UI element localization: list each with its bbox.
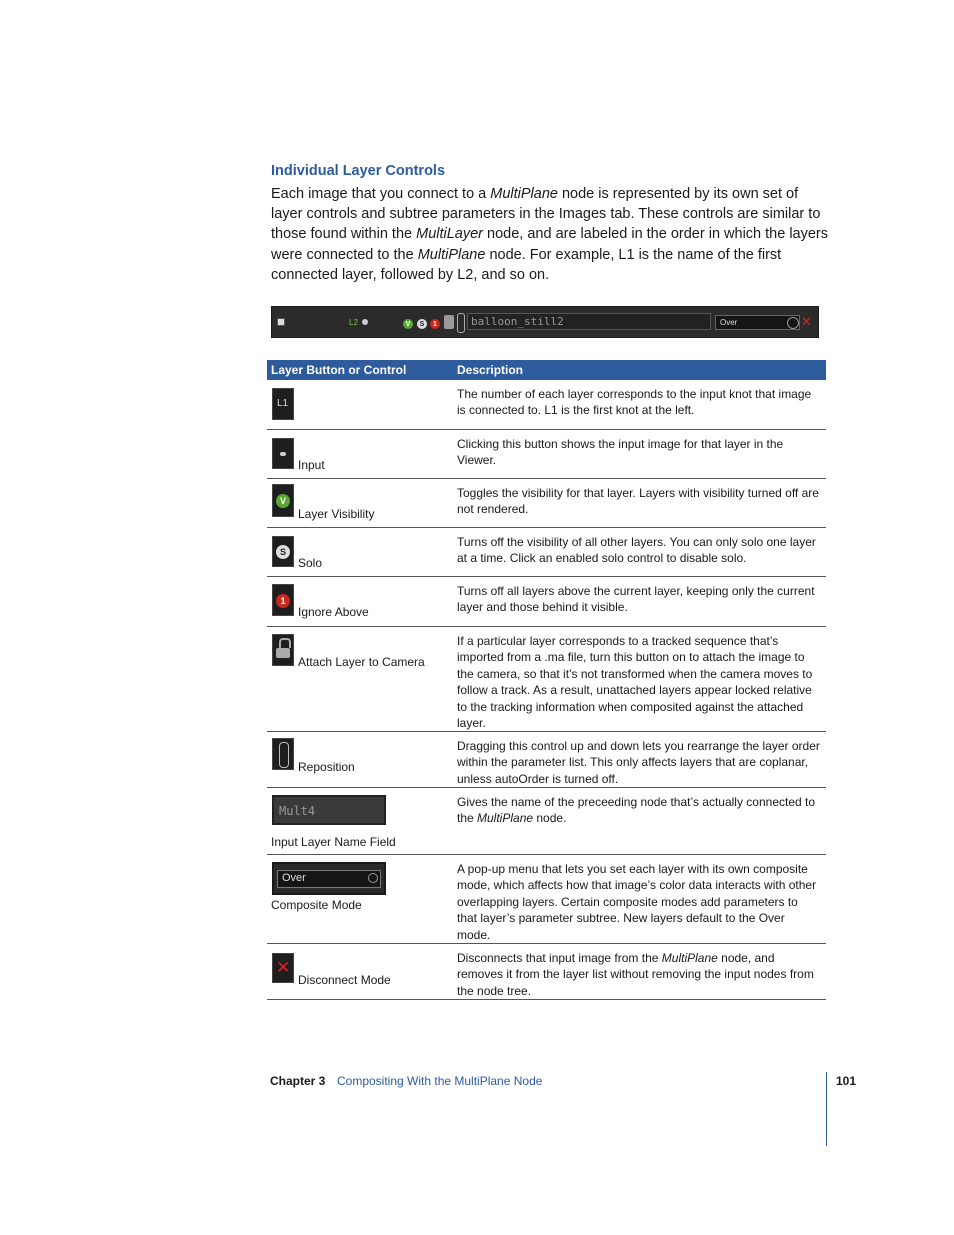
row-description: Turns off all layers above the current layer, keeping only the current layer and those behind it visible. <box>457 584 815 615</box>
table-row <box>267 577 826 627</box>
table-row <box>267 732 826 788</box>
reposition-icon <box>272 738 294 770</box>
table-row <box>267 855 826 944</box>
layer-label: L2 <box>349 318 358 327</box>
row-description: Clicking this button shows the input image for that layer in the Viewer. <box>457 437 784 468</box>
intro-emphasis: MultiPlane <box>490 186 558 202</box>
row-label: Input Layer Name Field <box>271 835 396 849</box>
input-icon <box>272 438 294 469</box>
reposition-glyph <box>279 742 289 768</box>
name-field-icon <box>272 795 386 825</box>
row-description <box>457 794 821 827</box>
intro-text: node. For example, L1 is the name of the first connected layer, followed by L2, and so on. <box>271 246 782 283</box>
intro-emphasis: MultiPlane <box>417 246 486 263</box>
reposition-icon[interactable] <box>457 313 465 333</box>
table-row <box>267 627 826 732</box>
dropdown-arrow-icon <box>368 873 378 883</box>
icon-text: S <box>276 545 290 559</box>
camera-lock-icon[interactable] <box>444 315 454 329</box>
row-description: The number of each layer corresponds to the input knot that image is connected to. L1 is the first knot at the left. <box>457 387 812 418</box>
ignore-above-icon <box>272 584 294 616</box>
row-description: Toggles the visibility for that layer. Layers with visibility turned off are not rendered. <box>457 486 819 517</box>
table-row <box>267 528 826 577</box>
intro-text: node is represented by its own set of layer controls and subtree parameters in the Images tab. These controls are similar to those found within the <box>271 186 821 243</box>
row-label: Solo <box>298 556 323 570</box>
composite-mode-icon <box>272 862 386 895</box>
table-row <box>267 380 826 430</box>
description-emphasis: MultiPlane <box>477 811 534 826</box>
intro-text: node, and are labeled in the order in which the layers were connected to the <box>271 226 828 263</box>
row-label: Ignore Above <box>298 605 369 619</box>
camera-glyph <box>276 648 290 658</box>
icon-text: Mult4 <box>279 804 316 818</box>
visibility-icon[interactable]: V <box>403 319 413 329</box>
expand-icon[interactable] <box>277 318 285 326</box>
description-text: node, and removes it from the layer list without removing the input nodes from the node tree. <box>457 951 814 998</box>
input-glyph <box>280 452 286 456</box>
lock-glyph <box>279 638 291 648</box>
footer-chapter-title: Compositing With the MultiPlane Node <box>337 1074 543 1088</box>
solo-icon[interactable]: S <box>417 319 427 329</box>
row-description: If a particular layer corresponds to a tracked sequence that’s imported from a .ma file, turn this button on to attach the image to the camera, so that it’s not transformed when the camera moves to follow a track. As a result, unattached layers appear locked relative to the tracking information when composited against the attached layer. <box>457 634 813 731</box>
description-emphasis: MultiPlane <box>661 951 718 965</box>
icon-text: Over <box>282 872 306 884</box>
layer-control-strip <box>271 306 819 338</box>
section-heading: Individual Layer Controls <box>271 163 446 179</box>
page-number: 101 <box>836 1074 857 1088</box>
table-row <box>267 944 826 1000</box>
layer-controls-table <box>267 360 826 1000</box>
ignore-above-icon[interactable]: 1 <box>430 319 440 329</box>
row-description: Dragging this control up and down lets you rearrange the layer order within the parameter list. This only affects layers that are coplanar, unless autoOrder is turned off. <box>457 739 820 786</box>
icon-text: L1 <box>277 398 289 409</box>
row-label: Disconnect Mode <box>298 973 391 987</box>
footer-divider <box>826 1072 827 1146</box>
column-header: Description <box>457 363 524 377</box>
row-label: Composite Mode <box>271 898 362 912</box>
intro-emphasis: MultiLayer <box>416 226 483 243</box>
dropdown-arrow-icon[interactable] <box>787 317 799 329</box>
table-row <box>267 430 826 479</box>
camera-lock-icon <box>272 634 294 666</box>
row-description: A pop-up menu that lets you set each layer with its own composite mode, which affects how that image’s color data interacts with other overlapping layers. Certain composite modes add parameters to that layer’s parameter subtree. New layers default to the Over mode. <box>457 862 817 942</box>
description-text: node. <box>533 811 567 826</box>
row-description: Turns off the visibility of all other layers. You can only solo one layer at a time. Click an enabled solo control to disable solo. <box>457 535 816 566</box>
layer-number-icon <box>272 388 294 420</box>
disconnect-icon[interactable]: ✕ <box>801 314 812 329</box>
solo-icon <box>272 536 294 567</box>
footer-chapter: Chapter 3 <box>270 1074 326 1088</box>
table-row <box>267 479 826 528</box>
intro-paragraph <box>271 184 831 285</box>
row-description <box>457 950 821 999</box>
row-label: Attach Layer to Camera <box>298 655 425 669</box>
close-icon: ✕ <box>276 958 291 977</box>
intro-text: Each image that you connect to a <box>271 186 491 202</box>
icon-text: V <box>276 494 290 508</box>
table-row <box>267 788 826 855</box>
composite-mode-select[interactable]: Over <box>715 315 800 330</box>
visibility-icon <box>272 484 294 517</box>
row-label: Layer Visibility <box>298 507 375 521</box>
disconnect-icon <box>272 953 294 983</box>
icon-text: 1 <box>276 594 290 608</box>
layer-name-field[interactable]: balloon_still2 <box>467 313 711 330</box>
table-header <box>267 360 826 380</box>
column-header: Layer Button or Control <box>271 363 407 377</box>
row-label: Reposition <box>298 760 355 774</box>
description-text: Disconnects that input image from the <box>457 951 662 965</box>
description-text: Gives the name of the preceeding node that’s actually connected to the <box>457 795 816 826</box>
input-icon[interactable] <box>362 319 368 325</box>
row-label: Input <box>298 458 325 472</box>
